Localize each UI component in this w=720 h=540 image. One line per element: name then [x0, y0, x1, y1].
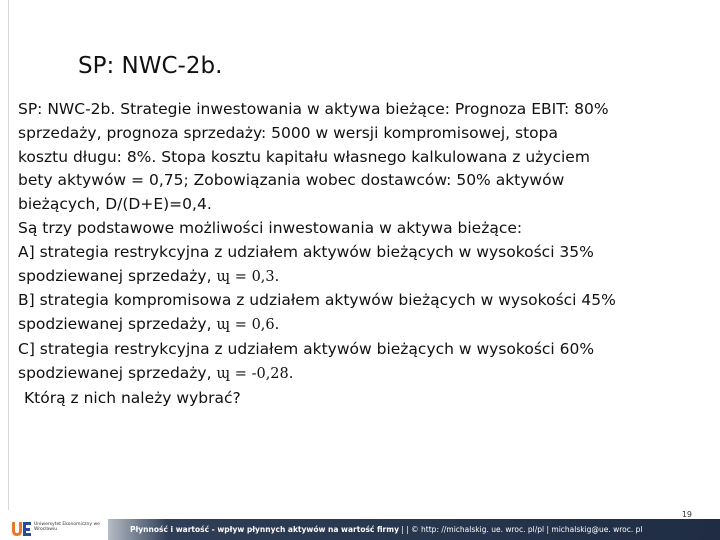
option-b-line	[18, 313, 708, 338]
option-c-line	[18, 362, 708, 387]
slide-body	[18, 98, 708, 410]
body-line: Są trzy podstawowe możliwości inwestowania w aktywa bieżące:	[18, 218, 523, 237]
body-line: kosztu długu: 8%. Stopa kosztu kapitału własnego kalkulowana z użyciem	[18, 147, 590, 166]
footer-topic: Płynność i wartość - wpływ płynnych aktywów na wartość firmy	[130, 525, 399, 534]
option-a-line	[18, 265, 708, 290]
left-margin-rule	[8, 0, 9, 510]
ue-logo-icon	[10, 520, 32, 538]
option-c-text: spodziewanej sprzedaży,	[18, 363, 212, 382]
option-c-sigma: ɰ = -0,28.	[216, 365, 294, 382]
option-a-line: A] strategia restrykcyjna z udziałem aktywów bieżących w wysokości 35%	[18, 242, 594, 261]
body-line: bieżących, D/(D+E)=0,4.	[18, 195, 212, 214]
slide-title: SP: NWC-2b.	[78, 53, 223, 79]
body-line: SP: NWC-2b. Strategie inwestowania w aktywa bieżące: Prognoza EBIT: 80%	[18, 100, 609, 118]
footer-bar	[108, 519, 720, 540]
footer-credits: | | © http: //michalskig. ue. wroc. pl/pl | michalskig@ue. wroc. pl	[401, 525, 643, 534]
option-b-line: B] strategia kompromisowa z udziałem aktywów bieżących w wysokości 45%	[18, 291, 616, 310]
body-line: sprzedaży, prognoza sprzedaży: 5000 w wersji kompromisowej, stopa	[18, 123, 558, 142]
logo-text: Uniwersytet Ekonomiczny we Wrocławiu	[34, 522, 100, 532]
page-number: 19	[681, 510, 692, 519]
question-line: Którą z nich należy wybrać?	[24, 388, 241, 407]
option-c-line: C] strategia restrykcyjna z udziałem aktywów bieżących w wysokości 60%	[18, 339, 595, 358]
option-b-sigma: ɰ = 0,6.	[216, 317, 280, 334]
option-a-sigma: ɰ = 0,3.	[216, 268, 280, 285]
university-logo	[10, 519, 105, 539]
option-a-text: spodziewanej sprzedaży,	[18, 266, 212, 285]
option-b-text: spodziewanej sprzedaży,	[18, 315, 212, 334]
body-line: bety aktywów = 0,75; Zobowiązania wobec dostawców: 50% aktywów	[18, 171, 565, 190]
